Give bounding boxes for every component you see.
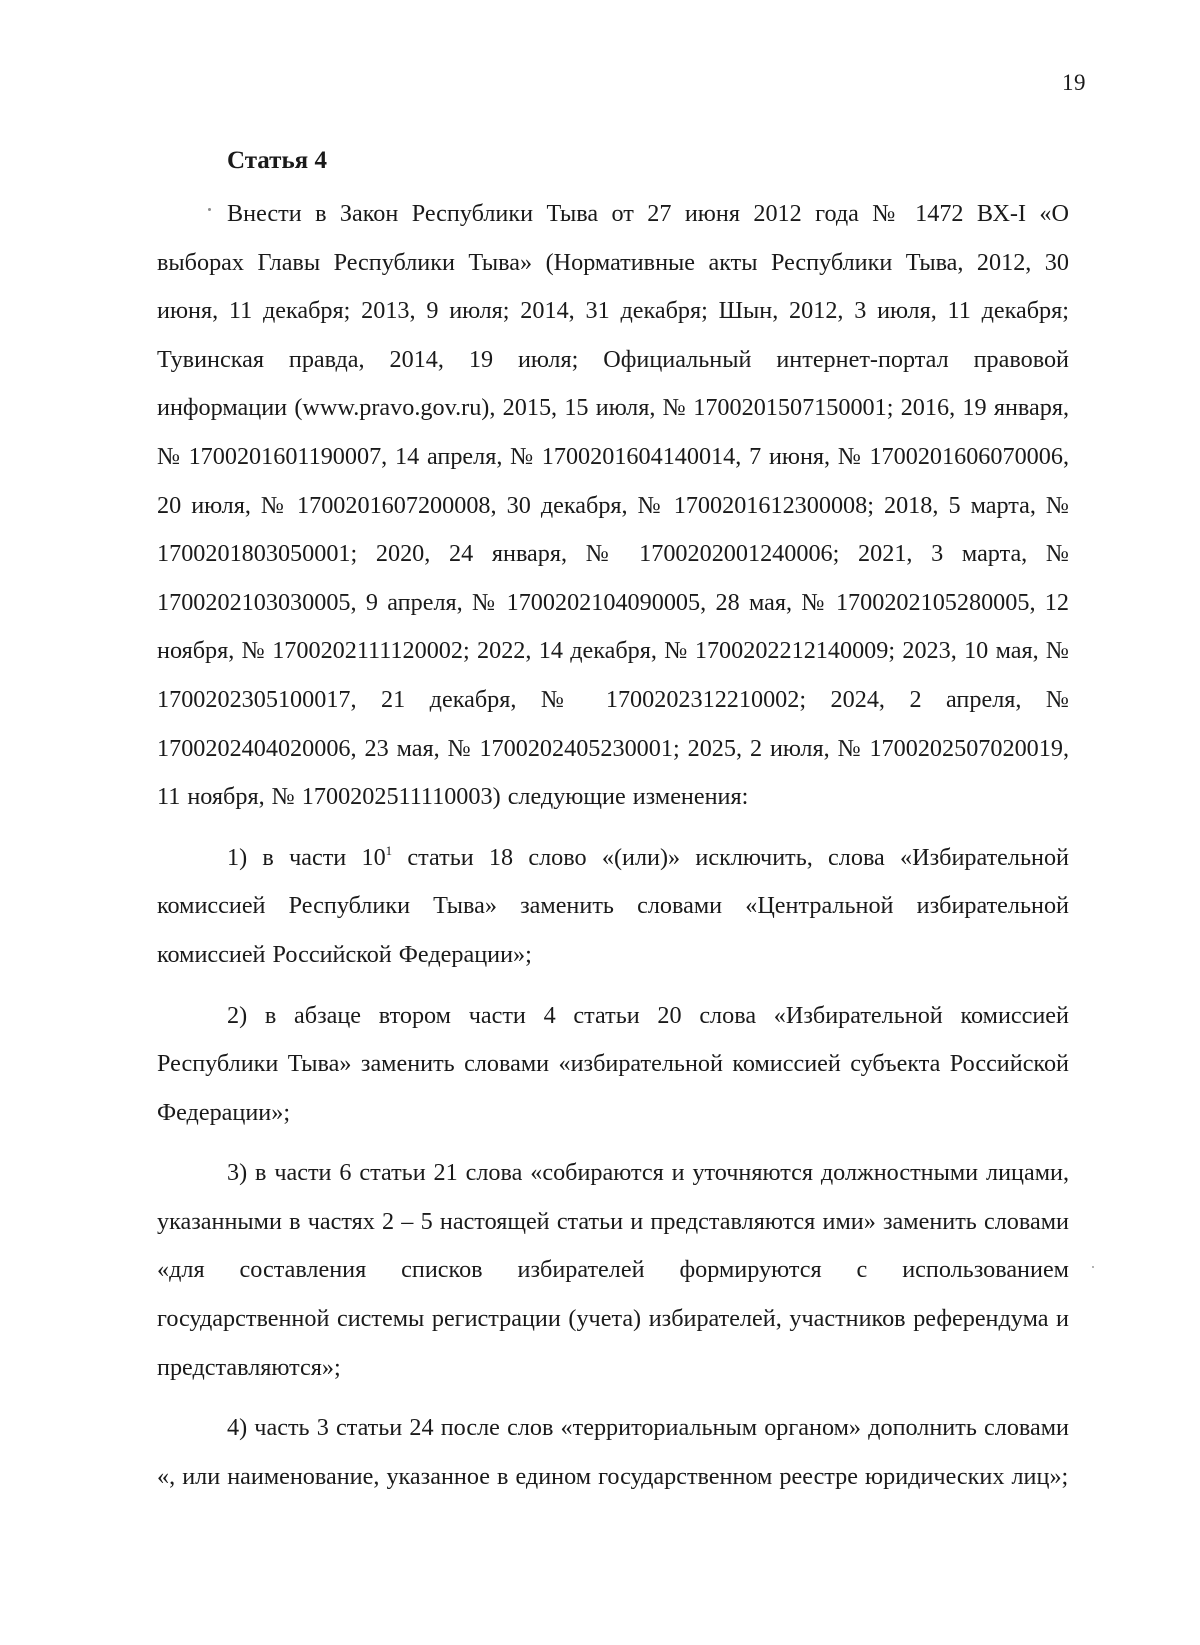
article-heading: Статья 4 xyxy=(227,147,327,174)
page-number: 19 xyxy=(1062,70,1086,95)
amendment-item-3: 3) в части 6 статьи 21 слова «собираются и уточняются должностными лицами, указанными в частях 2 – 5 настоящей статьи и представляются ими» заменить словами «для составления списков избирателей формируются с использованием государственной системы регистрации (учета) избирателей, участников референдума и представляются»; xyxy=(157,1159,1069,1381)
scan-speck xyxy=(1092,1266,1094,1268)
amendment-item-4: 4) часть 3 статьи 24 после слов «территориальным органом» дополнить словами «, или наименование, указанное в едином государственном реестре юридических лиц»; xyxy=(157,1414,1069,1490)
amendment-item-1 xyxy=(157,834,1069,980)
amendment-item-1-start: 1) в части 10 xyxy=(227,843,386,871)
amendment-item-1-rest: статьи 18 слово «(или)» исключить, слова «Избирательной комиссией Республики Тыва» заменить словами «Центральной избирательной комиссией Российской Федерации»; xyxy=(157,843,1069,968)
intro-paragraph: Внести в Закон Республики Тыва от 27 июня 2012 года № 1472 ВХ-I «О выборах Главы Республики Тыва» (Нормативные акты Республики Тыва, 2012, 30 июня, 11 декабря; 2013, 9 июля; 2014, 31 декабря; Шын, 2012, 3 июля, 11 декабря; Тувинская правда, 2014, 19 июля; Официальный интернет-портал правовой информации (www.pravo.gov.ru), 2015, 15 июля, № 1700201507150001; 2016, 19 января, № 1700201601190007, 14 апреля, № 1700201604140014, 7 июня, № 1700201606070006, 20 июля, № 1700201607200008, 30 декабря, № 1700201612300008; 2018, 5 марта, № 1700201803050001; 2020, 24 января, № 1700202001240006; 2021, 3 марта, № 1700202103030005, 9 апреля, № 1700202104090005, 28 мая, № 1700202105280005, 12 ноября, № 1700202111120002; 2022, 14 декабря, № 1700202212140009; 2023, 10 мая, № 1700202305100017, 21 декабря, № 1700202312210002; 2024, 2 апреля, № 1700202404020006, 23 мая, № 1700202405230001; 2025, 2 июля, № 1700202507020019, 11 ноября, № 1700202511110003) следующие изменения: xyxy=(157,200,1069,811)
amendment-item-2: 2) в абзаце втором части 4 статьи 20 слова «Избирательной комиссией Республики Тыва» заменить словами «избирательной комиссией субъекта Российской Федерации»; xyxy=(157,1001,1069,1126)
superscript-index: 1 xyxy=(385,842,393,858)
article-body xyxy=(157,190,1069,1501)
